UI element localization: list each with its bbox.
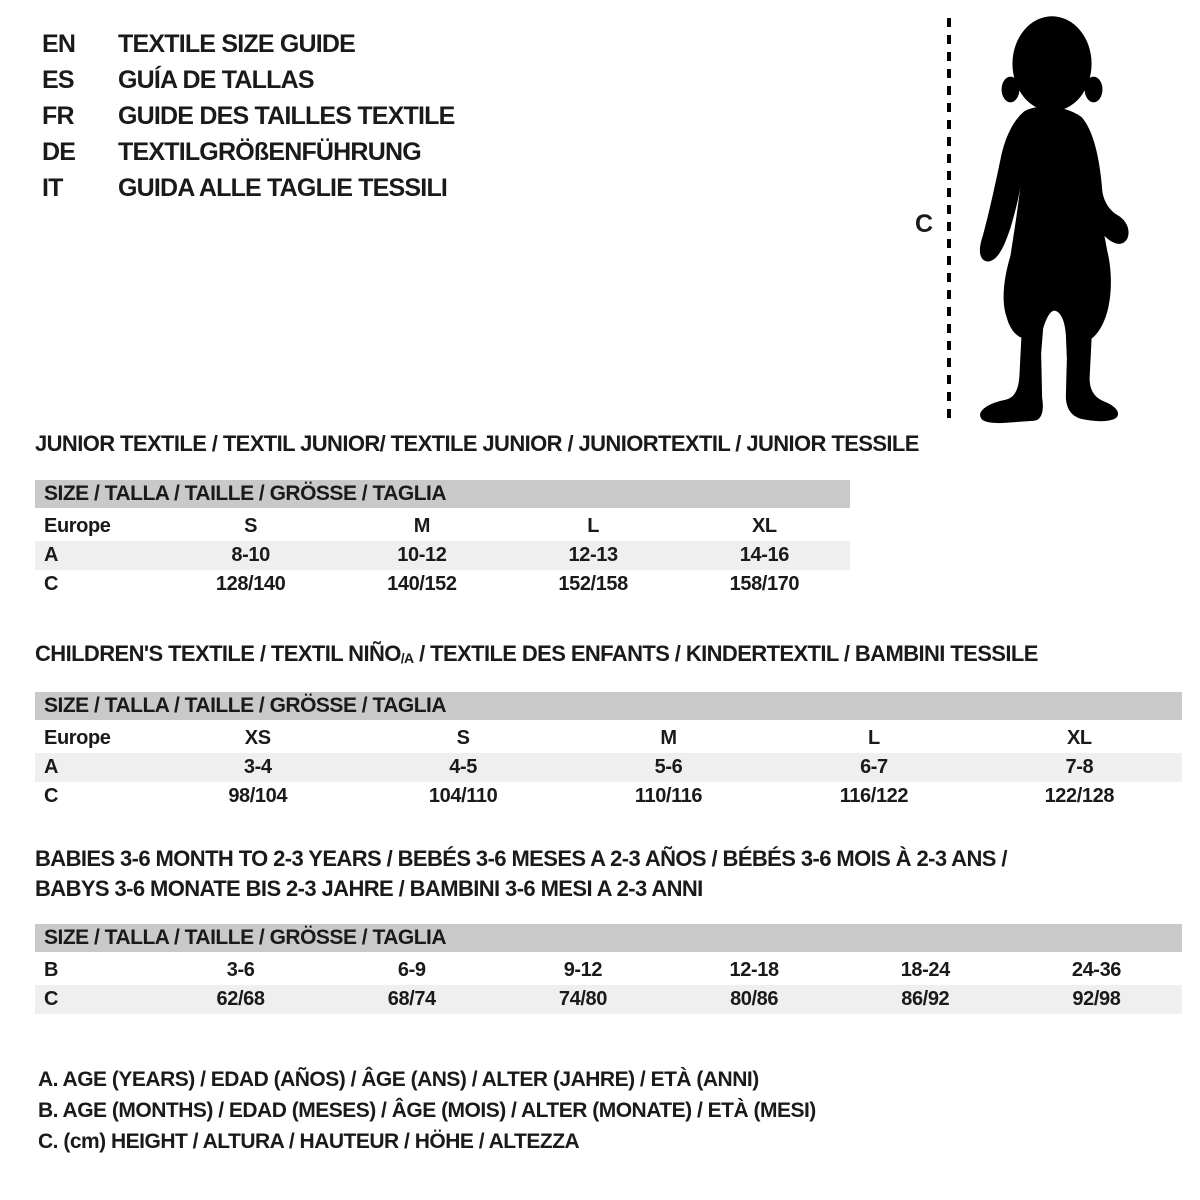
age-cell: 6-7 [860, 756, 888, 778]
height-cell: 122/128 [1044, 785, 1115, 807]
children-table-rows [35, 724, 1182, 811]
table-row-age-years [35, 753, 1182, 782]
table-row-height-cm [35, 985, 1182, 1014]
height-measure-figure [895, 8, 1157, 432]
junior-size-table [35, 480, 850, 599]
language-row-it [42, 170, 455, 206]
section-title-babies [35, 844, 1182, 904]
row-label: Europe [44, 515, 111, 537]
size-cell: S [456, 727, 470, 749]
table-row-age-years [35, 541, 850, 570]
height-cell: 74/80 [558, 988, 607, 1010]
guide-title-fr: GUIDE DES TAILLES TEXTILE [118, 102, 455, 130]
children-size-table [35, 692, 1182, 811]
row-label: C [44, 573, 59, 595]
table-row-europe [35, 512, 850, 541]
measurement-legend [38, 1064, 816, 1157]
height-cell: 104/110 [428, 785, 498, 807]
age-cell: 6-9 [397, 959, 426, 981]
height-cell: 116/122 [839, 785, 909, 807]
legend-height-cm: C. (cm) HEIGHT / ALTURA / HAUTEUR / HÖHE / ALTEZZA [38, 1130, 580, 1153]
language-row-fr [42, 98, 455, 134]
height-cell: 86/92 [901, 988, 950, 1010]
babies-title-line1: BABIES 3-6 MONTH TO 2-3 YEARS / BEBÉS 3-6 MESES A 2-3 AÑOS / BÉBÉS 3-6 MOIS À 2-3 ANS / [35, 846, 1007, 871]
age-cell: 3-4 [243, 756, 272, 778]
age-cell: 24-36 [1071, 959, 1122, 981]
age-cell: 12-18 [729, 959, 779, 981]
height-cell: 140/152 [387, 573, 457, 595]
language-title-list [42, 26, 455, 206]
size-cell: XL [751, 515, 777, 537]
age-cell: 9-12 [563, 959, 603, 981]
age-cell: 5-6 [654, 756, 683, 778]
height-cell: 110/116 [634, 785, 703, 807]
guide-title-it: GUIDA ALLE TAGLIE TESSILI [118, 174, 448, 202]
babies-size-table [35, 924, 1182, 1014]
guide-title-es: GUÍA DE TALLAS [118, 66, 314, 94]
title-nino-a-suffix: /A [400, 650, 414, 666]
age-cell: 8-10 [231, 544, 270, 566]
age-cell: 7-8 [1065, 756, 1094, 778]
language-code: ES [42, 66, 74, 94]
size-cell: M [413, 515, 430, 537]
junior-table-rows [35, 512, 850, 599]
row-label: A [44, 756, 59, 778]
age-cell: 18-24 [900, 959, 950, 981]
row-label: C [44, 785, 59, 807]
guide-title-en: TEXTILE SIZE GUIDE [118, 30, 356, 58]
babies-table-rows [35, 956, 1182, 1014]
title-suffix: / TEXTILE DES ENFANTS / KINDERTEXTIL / BAMBINI TESSILE [413, 641, 1038, 666]
row-label: Europe [44, 727, 111, 749]
title-prefix: CHILDREN'S TEXTILE / TEXTIL NIÑO [35, 641, 401, 666]
size-cell: L [868, 727, 880, 749]
height-cell: 128/140 [215, 573, 286, 595]
legend-age-months: B. AGE (MONTHS) / EDAD (MESES) / ÂGE (MOIS) / ALTER (MONATE) / ETÀ (MESI) [38, 1099, 816, 1122]
height-cell: 158/170 [729, 573, 800, 595]
table-row-age-months [35, 956, 1182, 985]
height-cell: 152/158 [558, 573, 628, 595]
size-cell: XS [244, 727, 271, 749]
section-title-children [35, 642, 1182, 668]
size-cell: M [660, 727, 677, 749]
row-label: A [44, 544, 59, 566]
age-cell: 3-6 [226, 959, 255, 981]
age-cell: 12-13 [568, 544, 618, 566]
row-label: C [44, 988, 59, 1010]
size-cell: XL [1066, 727, 1092, 749]
age-cell: 4-5 [449, 756, 477, 778]
section-childrens-textile [35, 642, 1182, 811]
measure-c-label: C [915, 210, 934, 238]
language-code: IT [42, 174, 63, 202]
row-label: B [44, 959, 59, 981]
age-cell: 10-12 [397, 544, 447, 566]
height-cell: 68/74 [387, 988, 436, 1010]
table-row-height-cm [35, 782, 1182, 811]
language-code: EN [42, 30, 76, 58]
table-row-height-cm [35, 570, 850, 599]
toddler-silhouette-icon [965, 12, 1143, 428]
legend-age-years: A. AGE (YEARS) / EDAD (AÑOS) / ÂGE (ANS) / ALTER (JAHRE) / ETÀ (ANNI) [38, 1068, 759, 1091]
language-row-en [42, 26, 455, 62]
height-dashed-line [947, 18, 951, 420]
language-code: DE [42, 138, 76, 166]
language-row-de [42, 134, 455, 170]
language-row-es [42, 62, 455, 98]
size-header-bar: SIZE / TALLA / TAILLE / GRÖSSE / TAGLIA [35, 692, 1182, 720]
section-babies-textile [35, 844, 1182, 1014]
section-title-junior: JUNIOR TEXTILE / TEXTIL JUNIOR/ TEXTILE JUNIOR / JUNIORTEXTIL / JUNIOR TESSILE [35, 431, 919, 456]
age-cell: 14-16 [739, 544, 789, 566]
table-row-europe [35, 724, 1182, 753]
height-cell: 62/68 [216, 988, 265, 1010]
language-code: FR [42, 102, 74, 130]
section-junior-textile [35, 431, 919, 599]
size-cell: S [244, 515, 258, 537]
size-header-bar: SIZE / TALLA / TAILLE / GRÖSSE / TAGLIA [35, 480, 850, 508]
height-cell: 92/98 [1072, 988, 1121, 1010]
height-cell: 80/86 [730, 988, 779, 1010]
babies-title-line2: BABYS 3-6 MONATE BIS 2-3 JAHRE / BAMBINI 3-6 MESI A 2-3 ANNI [35, 876, 703, 901]
size-header-bar: SIZE / TALLA / TAILLE / GRÖSSE / TAGLIA [35, 924, 1182, 952]
size-cell: L [587, 515, 600, 537]
guide-title-de: TEXTILGRÖßENFÜHRUNG [118, 138, 421, 166]
height-cell: 98/104 [228, 785, 288, 807]
